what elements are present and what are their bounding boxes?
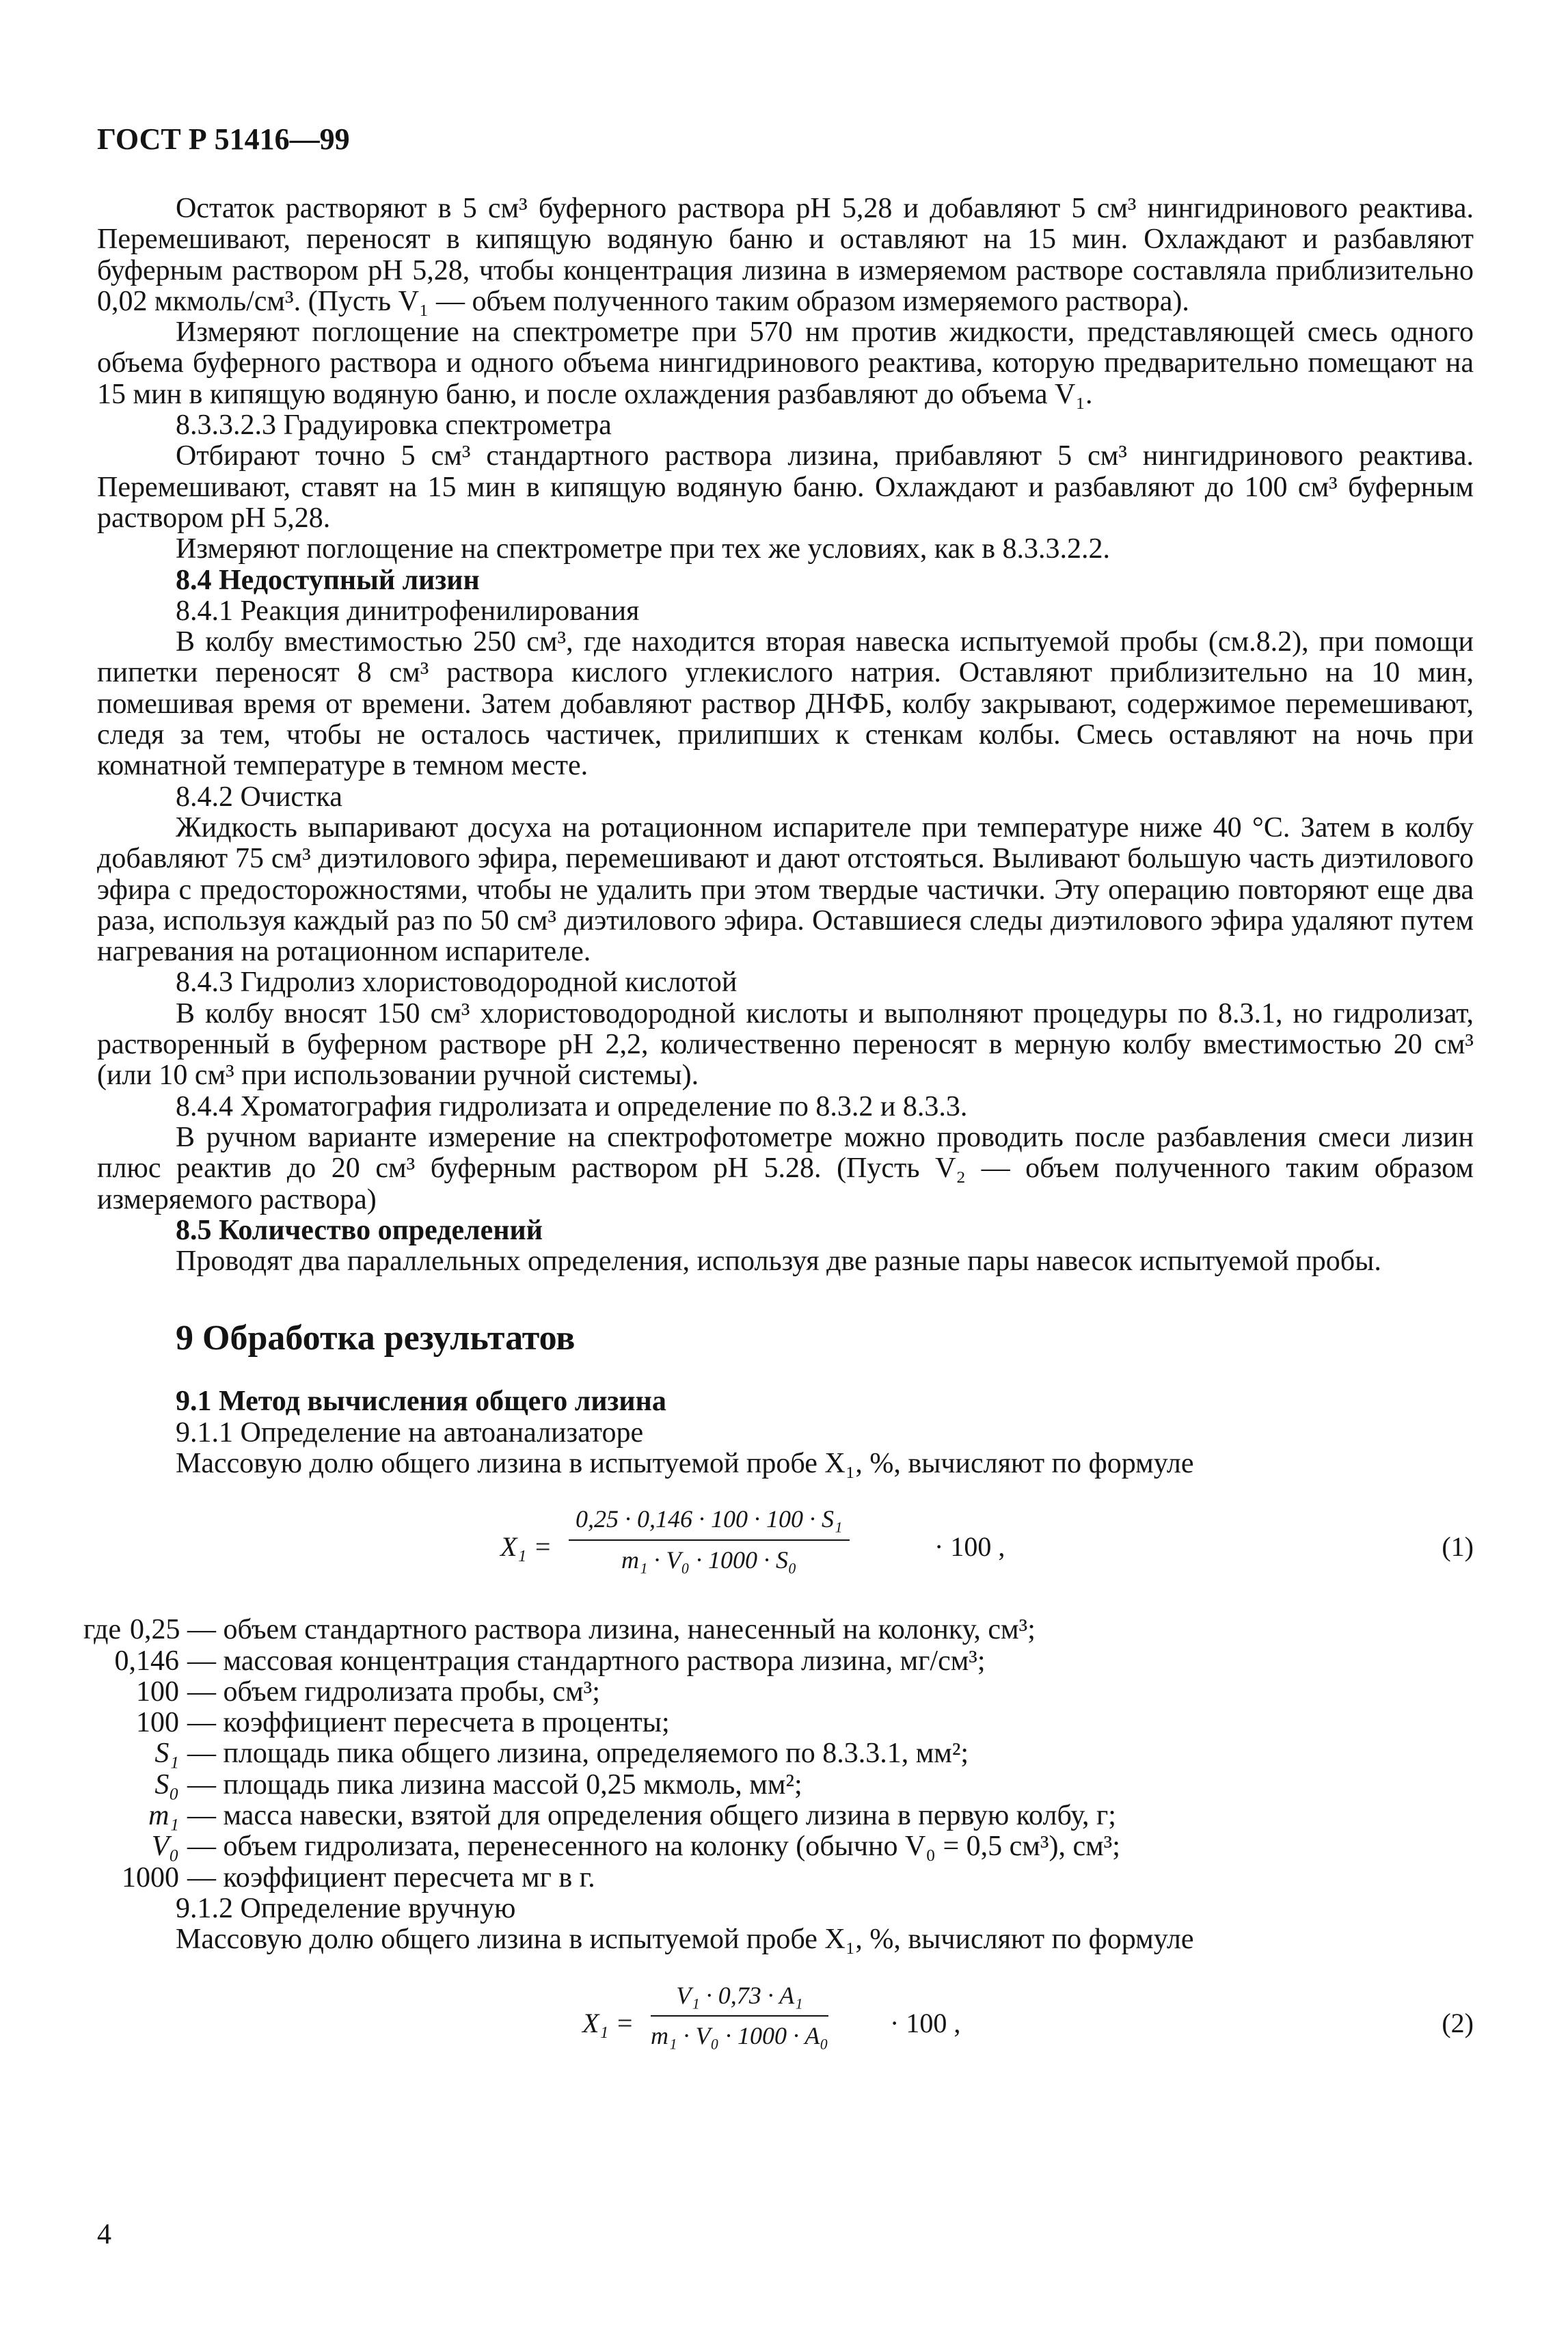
section-heading-9-1: 9.1 Метод вычисления общего лизина: [176, 1386, 666, 1418]
definition-text: — объем стандартного раствора лизина, нанесенный на колонку, см³;: [187, 1614, 1036, 1646]
definition-row: [97, 1677, 1474, 1708]
subsection-heading: 8.3.3.2.3 Градуировка спектрометра: [176, 409, 612, 442]
variable-definitions: [83, 1614, 1474, 1894]
paragraph: Отбирают точно 5 см³ стандартного раствора лизина, прибавляют 5 см³ нингидринового реактива. Перемешивают, ставят на 15 мин в кипящую водяную баню. Охлаждают и разбавляют до 100 см³ буферным раствором pH 5,28.: [97, 440, 1474, 534]
definition-symbol: 100: [136, 1675, 179, 1708]
definition-row: [97, 1770, 1474, 1801]
formula-2: [97, 1975, 1474, 2077]
definition-symbol: 100: [136, 1707, 179, 1739]
definition-symbol: 0,146: [114, 1645, 179, 1677]
definition-symbol: 0,25: [130, 1614, 180, 1646]
definitions-lead: где: [83, 1614, 122, 1646]
definition-text: — объем гидролизата, перенесенного на колонку (обычно V₀ = 0,5 см³), см³;: [187, 1831, 1120, 1863]
formula-fraction: [651, 1980, 828, 2052]
document-header: ГОСТ Р 51416—99: [97, 122, 350, 156]
definition-symbol: 1000: [122, 1861, 179, 1894]
formula-multiplier: · 100 ,: [934, 1531, 1005, 1563]
formula-denominator: m₁ · V₀ · 1000 · S₀: [621, 1546, 797, 1574]
definition-text: — массовая концентрация стандартного раствора лизина, мг/см³;: [187, 1645, 986, 1677]
section-heading-8-5: 8.5 Количество определений: [176, 1214, 543, 1246]
definition-text: — коэффициент пересчета в проценты;: [187, 1707, 670, 1739]
paragraph: Жидкость выпаривают досуха на ротационном испарителе при температуре ниже 40 °С. Затем в колбу добавляют 75 см³ диэтилового эфира, перемешивают и дают отстояться. Выливают большую часть диэтилового эфира с предосторожностями, чтобы не удалить при этом твердые частички. Эту операцию повторяют еще два раза, используя каждый раз по 50 см³ диэтилового эфира. Оставшиеся следы диэтилового эфира удаляют путем нагревания на ротационном испарителе.: [97, 811, 1474, 968]
chapter-heading-9: 9 Обработка результатов: [176, 1319, 576, 1358]
paragraph: Остаток растворяют в 5 см³ буферного раствора pH 5,28 и добавляют 5 см³ нингидринового реактива. Перемешивают, переносят в кипящую водяную баню и оставляют на 15 мин. Охлаждают и разбавляют буферным раствором pH 5,28, чтобы концентрация лизина в измеряемом растворе составляла приблизительно 0,02 мкмоль/см³. (Пусть V₁ — объем полученного таким образом измеряемого раствора).: [97, 193, 1474, 317]
page-number: 4: [97, 2219, 111, 2250]
definition-text: — объем гидролизата пробы, см³;: [187, 1675, 600, 1708]
paragraph: Измеряют поглощение на спектрометре при 570 нм против жидкости, представляющей смесь одного объема буферного раствора и одного объема нингидринового реактива, которую предварительно помещают на 15 мин в кипящую водяную баню, и после охлаждения разбавляют до объема V₁.: [97, 316, 1474, 410]
definition-symbol: m₁: [148, 1800, 179, 1832]
formula-numerator: 0,25 · 0,146 · 100 · 100 · S₁: [569, 1504, 850, 1540]
formula-1: [97, 1498, 1474, 1601]
definition-text: — площадь пика лизина массой 0,25 мкмоль, мм²;: [187, 1768, 802, 1801]
definition-symbol: S₁: [154, 1738, 179, 1770]
paragraph: В колбу вносят 150 см³ хлористоводородной кислоты и выполняют процедуры по 8.3.1, но гидролизат, растворенный в буферном растворе pH 2,2, количественно переносят в мерную колбу вместимостью 20 см³ (или 10 см³ при использовании ручной системы).: [97, 997, 1474, 1092]
definition-row: [97, 1646, 1474, 1677]
definition-row: [97, 1738, 1474, 1769]
subsection-heading: 8.4.3 Гидролиз хлористоводородной кислотой: [176, 967, 738, 999]
paragraph: Массовую долю общего лизина в испытуемой пробе X₁, %, вычисляют по формуле: [176, 1447, 1194, 1479]
definition-row: [83, 1614, 1474, 1646]
paragraph: Проводят два параллельных определения, используя две разные пары навесок испытуемой пробы.: [176, 1245, 1381, 1278]
definition-row: [97, 1863, 1474, 1894]
definition-row: [97, 1831, 1474, 1862]
subsection-heading: 8.4.2 Очистка: [176, 781, 342, 813]
subsection-heading: 9.1.2 Определение вручную: [176, 1892, 516, 1924]
formula-denominator: m₁ · V₀ · 1000 · A₀: [651, 2021, 828, 2049]
formula-lhs: X₁ =: [500, 1531, 552, 1563]
formula-numerator: V₁ · 0,73 · A₁: [651, 1980, 828, 2017]
definition-symbol: S₀: [154, 1768, 179, 1801]
formula-lhs: X₁ =: [582, 2007, 634, 2038]
section-heading-8-4: 8.4 Недоступный лизин: [176, 564, 480, 596]
subsection-heading: 8.4.4 Хроматография гидролизата и определение по 8.3.2 и 8.3.3.: [176, 1090, 968, 1122]
paragraph: Измеряют поглощение на спектрометре при тех же условиях, как в 8.3.3.2.2.: [176, 533, 1111, 565]
paragraph: Массовую долю общего лизина в испытуемой пробе X₁, %, вычисляют по формуле: [176, 1924, 1194, 1956]
definition-text: — площадь пика общего лизина, определяемого по 8.3.3.1, мм²;: [187, 1738, 969, 1770]
definition-row: [97, 1801, 1474, 1831]
paragraph: В ручном варианте измерение на спектрофотометре можно проводить после разбавления смеси лизин плюс реактив до 20 см³ буферным раствором pH 5.28. (Пусть V₂ — объем полученного таким образом измеряемого раствора): [97, 1121, 1474, 1215]
formula-multiplier: · 100 ,: [890, 2007, 961, 2038]
definition-text: — коэффициент пересчета мг в г.: [187, 1861, 595, 1894]
definition-row: [97, 1708, 1474, 1738]
document-body: [83, 193, 1474, 2091]
formula-number: (2): [1442, 2007, 1474, 2038]
subsection-heading: 9.1.1 Определение на автоанализаторе: [176, 1416, 644, 1449]
formula-number: (1): [1442, 1531, 1474, 1563]
paragraph: В колбу вместимостью 250 см³, где находится вторая навеска испытуемой пробы (см.8.2), при помощи пипетки переносят 8 см³ раствора кислого углекислого натрия. Оставляют приблизительно на 10 мин, помешивая время от времени. Затем добавляют раствор ДНФБ, колбу закрывают, содержимое перемешивают, следя за тем, чтобы не осталось частичек, прилипших к стенкам колбы. Смесь оставляют на ночь при комнатной температуре в темном месте.: [97, 626, 1474, 782]
subsection-heading: 8.4.1 Реакция динитрофенилирования: [176, 595, 640, 627]
definition-text: — масса навески, взятой для определения общего лизина в первую колбу, г;: [187, 1800, 1116, 1832]
formula-fraction: [569, 1504, 850, 1576]
definition-symbol: V₀: [151, 1831, 179, 1863]
